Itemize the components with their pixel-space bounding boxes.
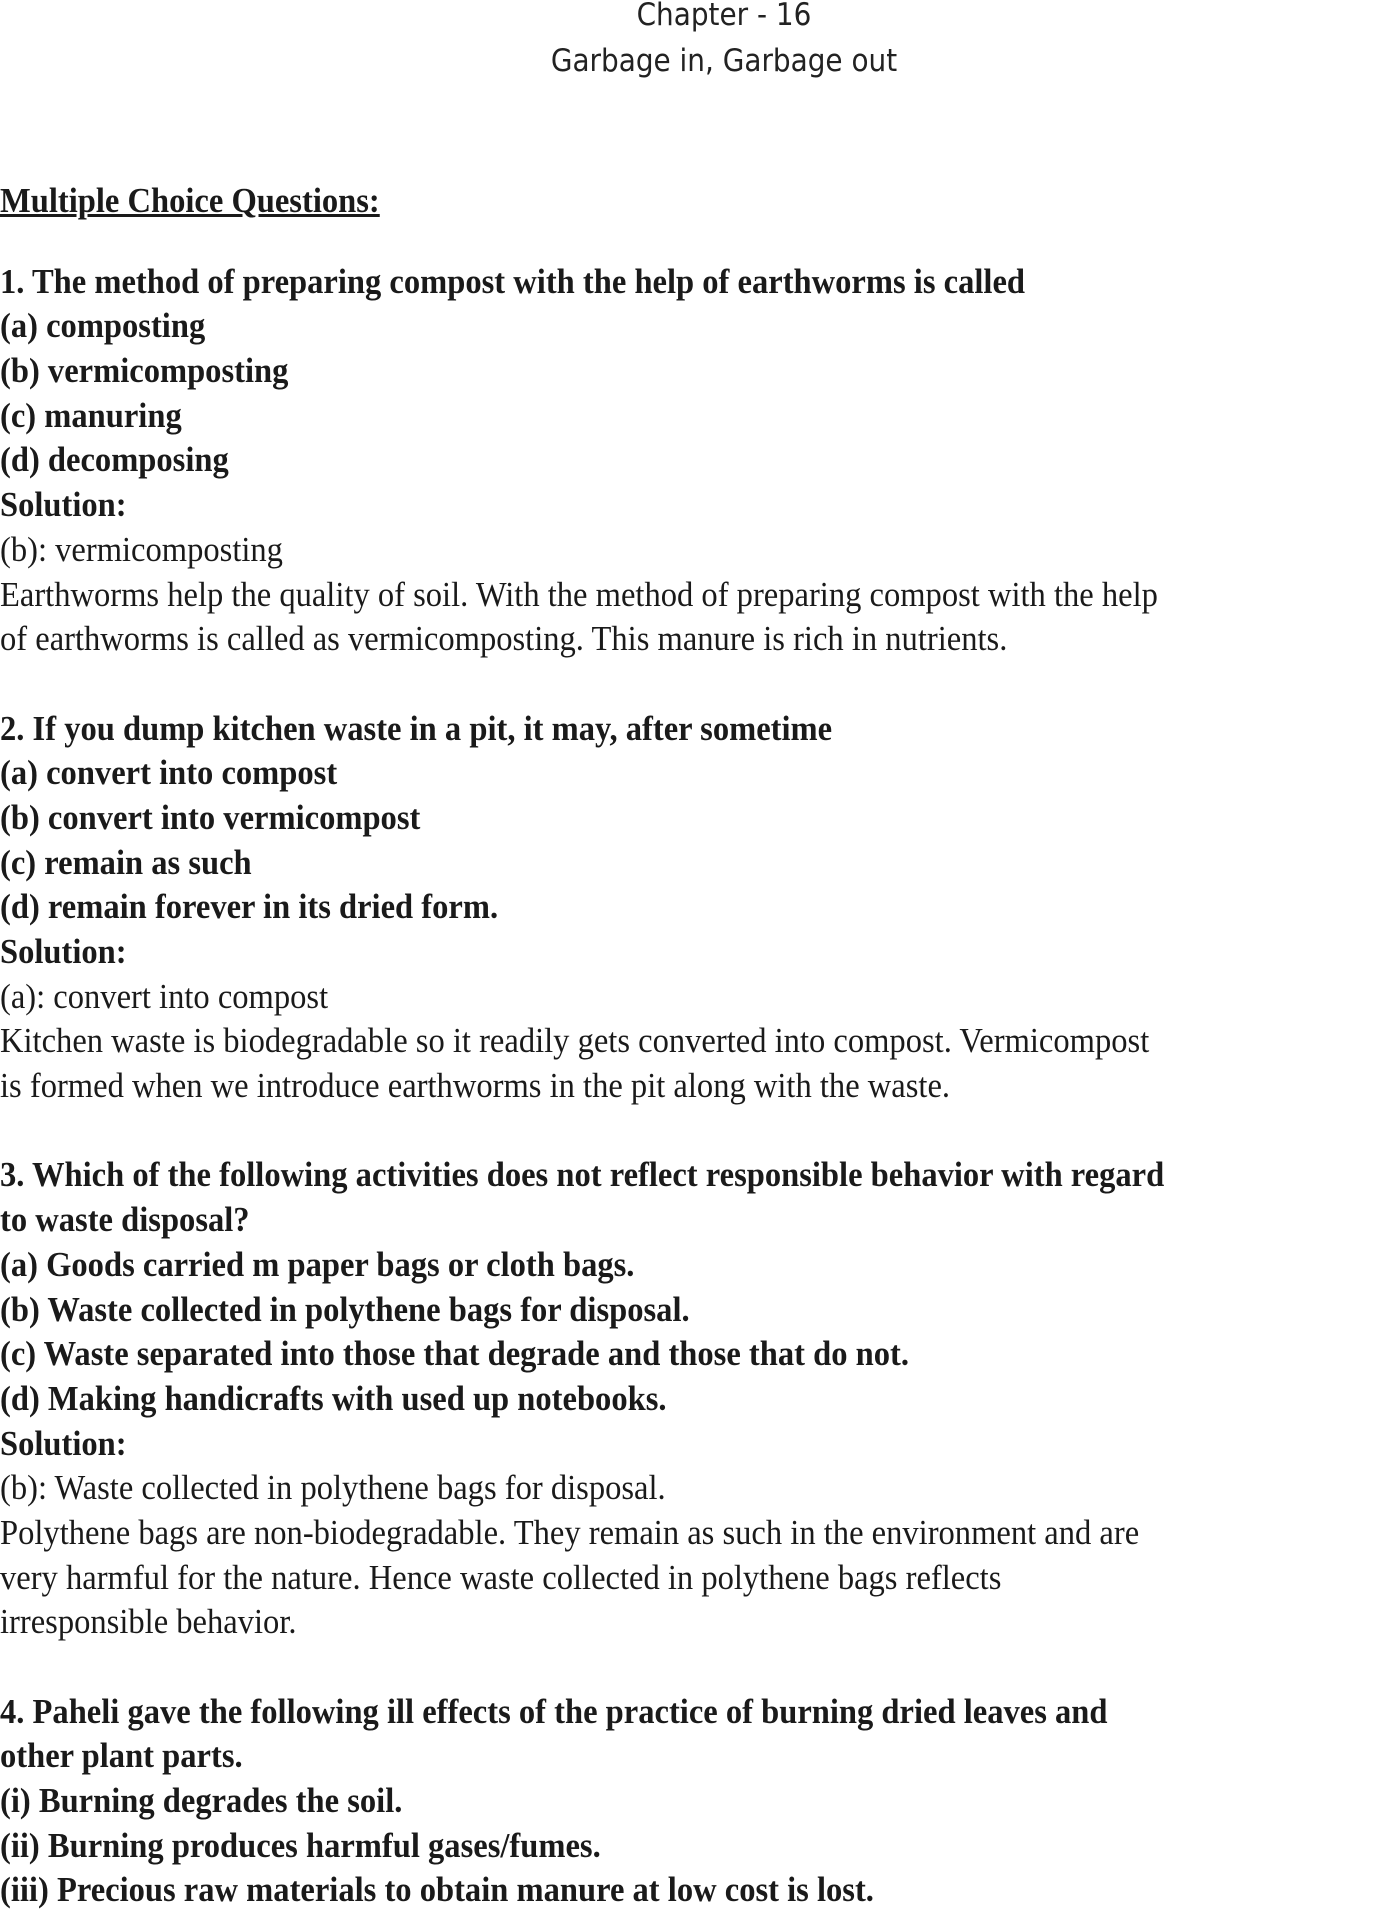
question-block <box>0 662 1392 1109</box>
section-heading: Multiple Choice Questions: <box>0 181 380 220</box>
option: (ii) Burning produces harmful gases/fumes. <box>0 1825 601 1865</box>
option: (a) composting <box>0 306 206 346</box>
option: (d) remain forever in its dried form. <box>0 887 499 927</box>
question-list <box>0 260 1392 1913</box>
document-body <box>0 179 1392 1913</box>
chapter-number: Chapter - 16 <box>636 0 812 33</box>
solution-explanation: Polythene bags are non-biodegradable. They remain as such in the environment and are <box>0 1512 1140 1552</box>
option: (a) Goods carried m paper bags or cloth bags. <box>0 1244 635 1284</box>
solution-explanation: irresponsible behavior. <box>0 1602 297 1642</box>
solution-answer: (a): convert into compost <box>0 976 329 1016</box>
option: (d) Making handicrafts with used up notebooks. <box>0 1378 667 1418</box>
solution-explanation: very harmful for the nature. Hence waste collected in polythene bags reflects <box>0 1557 1002 1597</box>
solution-explanation: Kitchen waste is biodegradable so it readily gets converted into compost. Vermicompost <box>0 1021 1150 1061</box>
question-text: 2. If you dump kitchen waste in a pit, it may, after sometime <box>0 708 833 748</box>
option: (b) Waste collected in polythene bags for disposal. <box>0 1289 690 1329</box>
question-block <box>0 1109 1392 1645</box>
question-block <box>0 1645 1392 1913</box>
option: (iii) Precious raw materials to obtain manure at low cost is lost. <box>0 1870 874 1910</box>
option: (c) manuring <box>0 395 182 435</box>
chapter-title: Garbage in, Garbage out <box>550 43 898 79</box>
option: (b) convert into vermicompost <box>0 797 421 837</box>
question-text: to waste disposal? <box>0 1200 250 1240</box>
option: (i) Burning degrades the soil. <box>0 1781 403 1821</box>
option: (a) convert into compost <box>0 753 338 793</box>
solution-answer: (b): Waste collected in polythene bags for disposal. <box>0 1468 666 1508</box>
solution-explanation: is formed when we introduce earthworms in the pit along with the waste. <box>0 1066 951 1106</box>
question-block <box>0 260 1392 662</box>
option: (b) vermicomposting <box>0 351 289 391</box>
option: (d) decomposing <box>0 440 229 480</box>
question-text: other plant parts. <box>0 1736 243 1776</box>
solution-label: Solution: <box>0 1423 127 1463</box>
solution-explanation: of earthworms is called as vermicomposting. This manure is rich in nutrients. <box>0 619 1008 659</box>
question-text: 4. Paheli gave the following ill effects of the practice of burning dried leaves and <box>0 1691 1108 1731</box>
option: (c) remain as such <box>0 842 252 882</box>
question-text: 3. Which of the following activities does not reflect responsible behavior with regard <box>0 1155 1165 1195</box>
option: (c) Waste separated into those that degrade and those that do not. <box>0 1334 909 1374</box>
question-text: 1. The method of preparing compost with the help of earthworms is called <box>0 261 1026 301</box>
solution-explanation: Earthworms help the quality of soil. With the method of preparing compost with the help <box>0 574 1158 614</box>
solution-label: Solution: <box>0 485 127 525</box>
solution-answer: (b): vermicomposting <box>0 529 283 569</box>
solution-label: Solution: <box>0 932 127 971</box>
